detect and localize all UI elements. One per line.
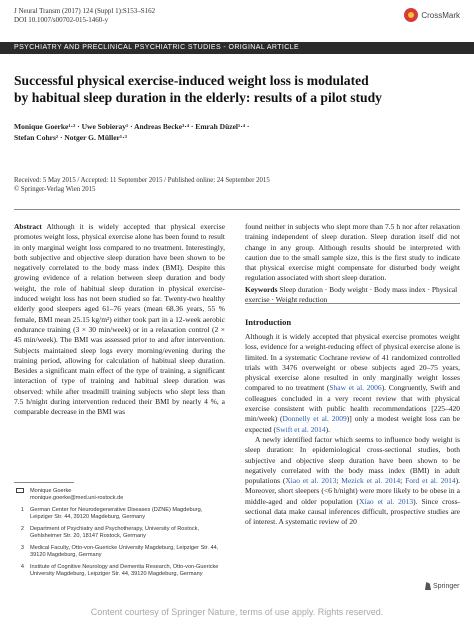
- abstract-label: Abstract: [14, 222, 42, 231]
- corresponding-author: [14, 488, 225, 502]
- affiliation-text: German Center for Neurodegenerative Diseases (DZNE) Magdeburg, Leipziger Str. 44, 39120 Magdeburg, Germany: [30, 507, 203, 520]
- intro-p2-text-c: ;: [400, 476, 406, 486]
- intro-p1-text-a: Although it is widely accepted that physical exercise promotes weight loss, evidence for a weight-reducing effect of physical exercise alone is limited. In a systematic Cochrane review of 41 randomized controlled trials with 3476 overweight or obese subjects aged 20–75 years, physical exercise alone resulted in only marginally weight losses compared to no treatment (: [245, 332, 460, 393]
- title-line-1: Successful physical exercise-induced weight loss is modulated: [14, 73, 369, 88]
- introduction-body: [245, 332, 460, 528]
- citation-link[interactable]: Swift et al. 2014: [276, 424, 326, 434]
- affiliation-number: 2: [20, 526, 24, 532]
- citation-link[interactable]: Ford et al. 2014: [405, 476, 456, 486]
- affiliation-number: 1: [20, 507, 24, 513]
- affiliation-number: 3: [20, 545, 24, 551]
- intro-p1-text-c: )] only a modest weight loss can be expected (: [245, 414, 460, 434]
- affiliation-item: [14, 526, 225, 540]
- authors-line-2: Stefan Cohrs² · Notger G. Müller¹·³: [14, 133, 127, 142]
- title-line-2: by habitual sleep duration in the elderly: results of a pilot study: [14, 90, 382, 105]
- copyright-line: © Springer-Verlag Wien 2015: [14, 186, 96, 193]
- intro-p2-text-b: ;: [336, 476, 342, 486]
- citation-link[interactable]: Donnelly et al. 2009: [282, 414, 347, 424]
- affiliation-item: [14, 564, 225, 578]
- affiliation-number: 4: [20, 564, 24, 570]
- affiliation-text: Medical Faculty, Otto-von-Guericke University Magdeburg, Leipziger Str. 44, 39120 Magdeburg, Germany: [30, 545, 219, 558]
- affiliation-item: [14, 507, 225, 521]
- intro-p1-text-d: ).: [325, 424, 330, 434]
- publisher-name: Springer: [433, 582, 460, 590]
- affiliation-item: [14, 545, 225, 559]
- citation-link[interactable]: Mezick et al. 2014: [341, 476, 401, 486]
- citation-link[interactable]: Xiao et al. 2013: [359, 496, 414, 506]
- intro-p1-text-b: ). Congruently, Swift and colleagues concluded in a very recent review that with physical exercise consistent with public health recommendations [225–420 min/week) (: [245, 383, 460, 424]
- keywords-label: Keywords: [245, 285, 278, 294]
- header-divider: [14, 209, 460, 210]
- springer-horse-icon: [425, 582, 431, 590]
- crossmark-badge[interactable]: [404, 8, 460, 22]
- envelope-icon: [14, 488, 24, 502]
- abstract-text: Although it is widely accepted that physical exercise promotes weight loss, physical exercise alone has been found to result in only marginal weight loss compared to no treatment. Interestingly, both subjective and objective sleep duration have been shown to be negatively correlated to the body mass index (BMI). Despite this growing evidence of a relation between sleep duration and body weight, the role of habitual sleep duration in physical exercise-induced weight loss has not been studied so far. Twenty-two healthy elderly good sleepers aged 61–76 years (mean 68.36 years, 55 % female, BMI mean 25.15 kg/m²) either took part in a 12-week aerobic endurance training (3 × 30 min/week) or in a relaxation control (2 × 45 min/week). The BMI was assessed prior to and after intervention. Subjects maintained sleep logs every morning/evening during the training period, allowing for calculation of habitual sleep duration. Besides a significant main effect of the type of training, a significant interaction of type of training and habitual sleep duration was observed: while after treadmill training subjects who slept less than 7.5 h/night during intervention reduced their BMI by nearly 4 %, a comparable decrease in the BMI was: [14, 222, 225, 417]
- keywords-divider: [245, 303, 460, 304]
- keywords-text: Sleep duration · Body weight · Body mass index · Physical exercise · Weight reduction: [245, 285, 458, 305]
- affiliations: [14, 488, 225, 583]
- author-list: [14, 121, 454, 143]
- affiliation-text: Department of Psychiatry and Psychotherapy, University of Rostock, Gehlsheimer Str. 20, 18147 Rostock, Germany: [30, 526, 200, 539]
- footnote-divider: [14, 482, 74, 483]
- abstract-column: [14, 222, 225, 418]
- masthead: [14, 7, 460, 45]
- intro-paragraph-2: [245, 435, 460, 528]
- article-title: [14, 72, 454, 106]
- affiliation-text: Institute of Cognitive Neurology and Dementia Research, Otto-von-Guericke University Magdeburg, Leipziger Str. 44, 39120 Magdeburg, Germany: [30, 564, 219, 577]
- courtesy-watermark: Content courtesy of Springer Nature, terms of use apply. Rights reserved.: [90, 607, 384, 617]
- citation-link[interactable]: Shaw et al. 2006: [329, 383, 382, 393]
- publisher-logo: [425, 582, 459, 590]
- authors-line-1: Monique Goerke¹·² · Uwe Sobieray¹ · Andreas Becke³·⁴ · Emrah Düzel¹·⁴ ·: [14, 122, 250, 131]
- introduction-heading: Introduction: [245, 317, 292, 327]
- abstract-continuation: found neither in subjects who slept more than 7.5 h nor after relaxation training independent of sleep duration. Sleep duration itself did not change in any group. Although results should be interpreted with caution due to the small sample size, this is the first study to indicate that physical exercise might compensate for disturbed body weight regulation associated with short sleep duration.: [245, 222, 460, 283]
- intro-p2-text-a: A newly identified factor which seems to influence body weight is sleep duration: In epidemiological cross-sectional studies, both subjective and objective sleep duration have been shown to be negatively correlated with the body mass index (BMI) in adult populations (: [245, 434, 460, 486]
- intro-p2-text-e: ). Since cross-sectional data make causal inferences difficult, prospective studies are of interest. A systematic review of 20: [245, 496, 460, 527]
- contact-email[interactable]: monique.goerke@med.uni-rostock.de: [30, 495, 124, 501]
- doi[interactable]: DOI 10.1007/s00702-015-1460-y: [14, 16, 109, 24]
- journal-reference: J Neural Transm (2017) 124 (Suppl 1):S153–S162: [14, 7, 156, 15]
- dates-line-1: Received: 5 May 2015 / Accepted: 11 September 2015 / Published online: 24 September 2015: [14, 177, 270, 184]
- publication-dates: [14, 176, 454, 194]
- contact-name: Monique Goerke: [30, 488, 72, 494]
- crossmark-label: CrossMark: [421, 10, 460, 20]
- intro-paragraph-1: [245, 332, 460, 435]
- crossmark-icon: [404, 8, 418, 22]
- intro-p2-text-d: ). Moreover, short sleepers (<6 h/night) were more likely to be obese in a middle-aged and older population (: [245, 476, 460, 506]
- citation-link[interactable]: Xiao et al. 2013: [285, 476, 337, 486]
- article-category: PSYCHIATRY AND PRECLINICAL PSYCHIATRIC STUDIES - ORIGINAL ARTICLE: [0, 42, 474, 54]
